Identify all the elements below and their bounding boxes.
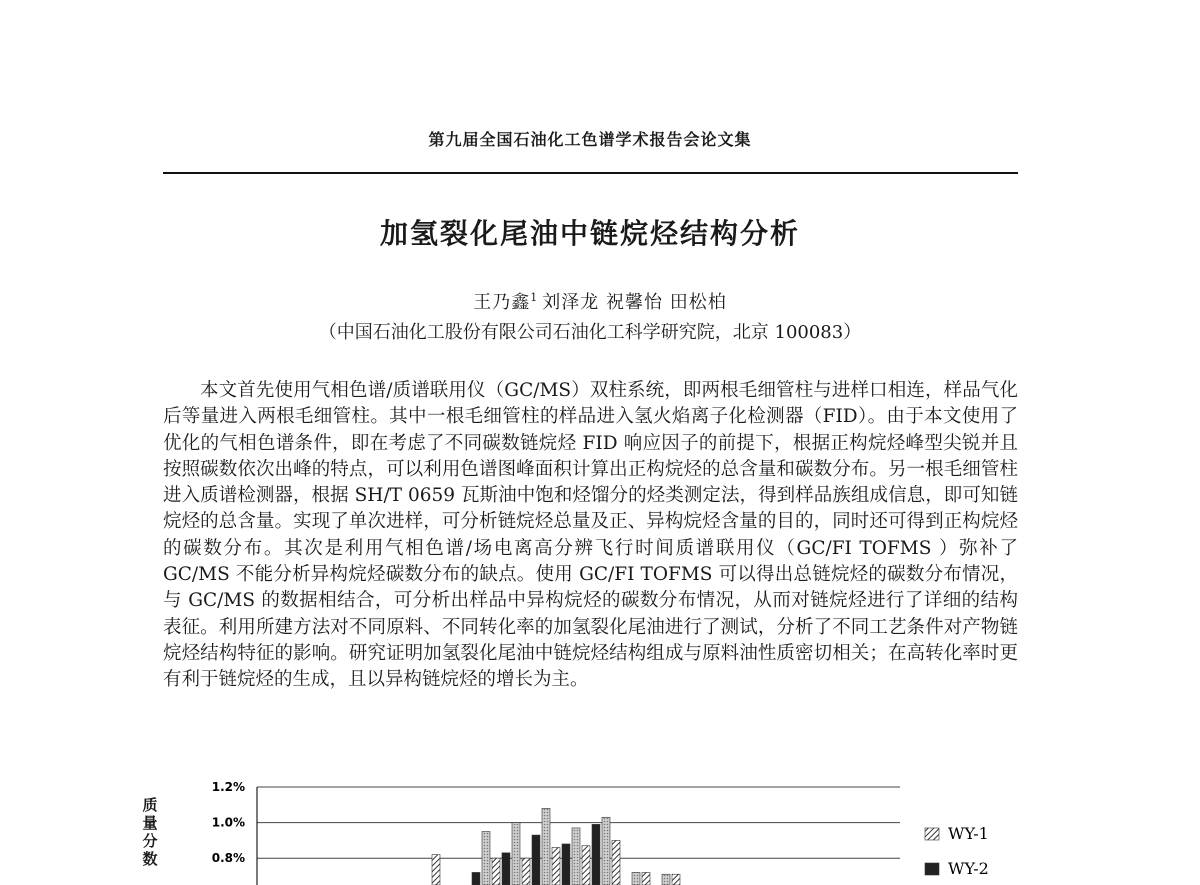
bar-wy-2 [562, 844, 570, 885]
bar-wy-3 [602, 817, 610, 885]
legend-swatch [925, 863, 939, 875]
affiliation: （中国石油化工股份有限公司石油化工科学研究院，北京 100083） [318, 322, 862, 343]
bar-wy-3 [482, 832, 490, 885]
legend-label: WY-1 [948, 824, 989, 843]
bar-chart [0, 760, 1200, 885]
chart-ylabel: 质量分数 [142, 796, 158, 868]
bar-wy-3 [542, 808, 550, 885]
bar-wy-1 [432, 855, 440, 885]
bar-wy-2 [592, 824, 600, 885]
bar-wy-1 [612, 840, 620, 885]
author-first-sup: 1 [530, 291, 539, 304]
bar-wy-3 [632, 872, 640, 885]
legend-swatch [925, 828, 939, 840]
y-tick-label: 0.8% [211, 851, 245, 866]
paper-title: 加氢裂化尾油中链烷烃结构分析 [379, 217, 800, 250]
author-first: 王乃鑫 [473, 292, 531, 313]
bar-wy-1 [522, 858, 530, 885]
bar-wy-1 [582, 846, 590, 885]
bar-wy-2 [502, 853, 510, 885]
bar-wy-2 [472, 872, 480, 885]
bar-wy-1 [672, 874, 680, 885]
abstract-paragraph: 本文首先使用气相色谱/质谱联用仪（GC/MS）双柱系统，即两根毛细管柱与进样口相连，样品气化后等量进入两根毛细管柱。其中一根毛细管柱的样品进入氢火焰离子化检测器（FID）。由于本文使用了优化的气相色谱条件，即在考虑了不同碳数链烷烃 FID 响应因子的前提下，根据正构烷烃峰型尖锐并且按照碳数依次出峰的特点，可以利用色谱图峰面积计算出正构烷烃的总含量和碳数分布。另一根毛细管柱进入质谱检测器，根据 SH/T 0659 瓦斯油中饱和烃馏分的烃类测定法，得到样品族组成信息，即可知链烷烃的总含量。实现了单次进样，可分析链烷烃总量及正、异构烷烃含量的目的，同时还可得到正构烷烃的碳数分布。其次是利用气相色谱/场电离高分辨飞行时间质谱联用仪（GC/FI TOFMS ）弥补了 GC/MS 不能分析异构烷烃碳数分布的缺点。使用 GC/FI TOFMS 可以得出总链烷烃的碳数分布情况，与 GC/MS 的数据相结合，可分析出样品中异构烷烃的碳数分布情况，从而对链烷烃进行了详细的结构表征。利用所建方法对不同原料、不同转化率的加氢裂化尾油进行了测试，分析了不同工艺条件对产物链烷烃结构特征的影响。研究证明加氢裂化尾油中链烷烃结构组成与原料油性质密切相关；在高转化率时更有利于链烷烃的生成，且以异构链烷烃的增长为主。 [163, 380, 1018, 691]
bar-wy-1 [492, 858, 500, 885]
bar-wy-2 [532, 835, 540, 885]
legend-label: WY-2 [948, 859, 989, 878]
bar-wy-3 [512, 823, 520, 885]
bar-wy-1 [552, 848, 560, 885]
header-rule [163, 172, 1018, 174]
bar-wy-3 [662, 874, 670, 885]
y-tick-label: 1.0% [211, 815, 245, 830]
running-header: 第九届全国石油化工色谱学术报告会论文集 [428, 130, 752, 149]
bar-wy-3 [572, 828, 580, 885]
y-tick-label: 1.2% [211, 780, 245, 794]
author-others: 刘泽龙 祝馨怡 田松柏 [542, 292, 727, 313]
bar-wy-1 [642, 872, 650, 885]
author-line [0, 288, 1200, 314]
